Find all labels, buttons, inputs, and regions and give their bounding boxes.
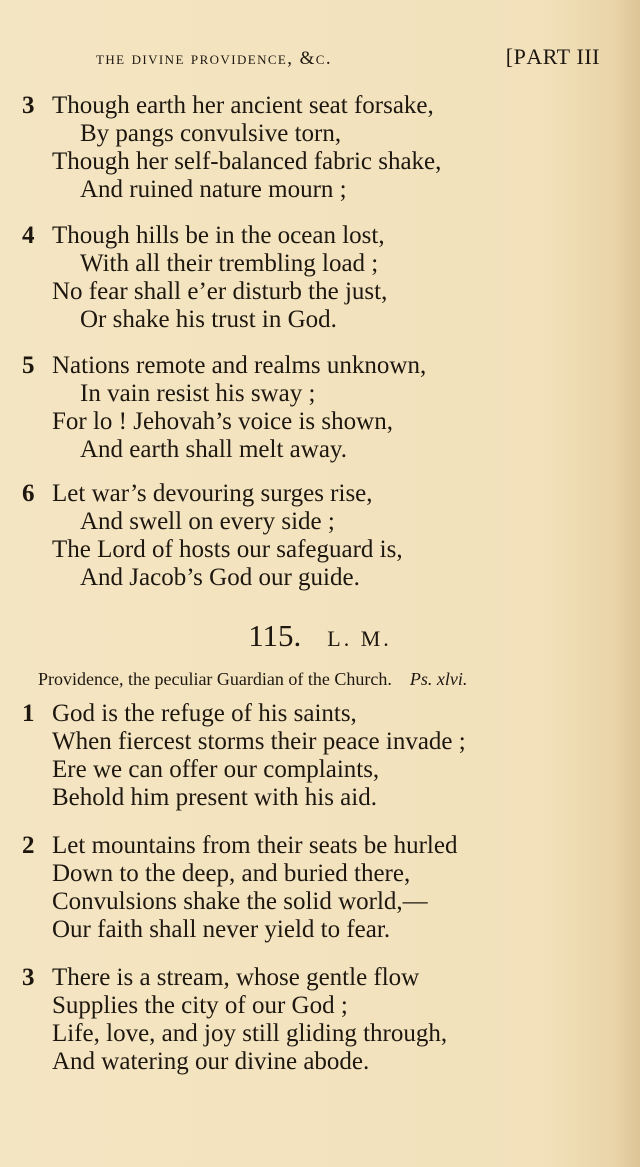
hymn-subtitle <box>38 669 598 690</box>
verse-line: Behold him present with his aid. <box>52 784 377 811</box>
verse-line: 4 Though hills be in the ocean lost, <box>22 222 385 249</box>
hymn-meter: L. M. <box>327 626 392 651</box>
verse-line: By pangs convulsive torn, <box>80 120 342 147</box>
verse-line: 6 Let war’s devouring surges rise, <box>22 480 373 507</box>
verse-line: Our faith shall never yield to fear. <box>52 916 391 943</box>
verse-line: With all their trembling load ; <box>80 250 379 277</box>
verse-line: Though her self-balanced fabric shake, <box>52 148 442 175</box>
verse-line: Convulsions shake the solid world,— <box>52 888 428 915</box>
header-title: the divine providence, &c. <box>96 48 332 69</box>
verse-line: Supplies the city of our God ; <box>52 992 348 1019</box>
stanza <box>22 352 426 464</box>
stanza <box>22 700 466 812</box>
hymn-heading <box>0 618 640 654</box>
verse-line: Ere we can offer our complaints, <box>52 756 380 783</box>
stanza <box>22 92 441 204</box>
verse-line: Or shake his trust in God. <box>80 306 337 333</box>
stanza-number: 5 <box>22 352 35 379</box>
verse-line: And swell on every side ; <box>80 508 335 535</box>
verse-line: And earth shall melt away. <box>80 436 348 463</box>
verse-line: 2 Let mountains from their seats be hurled <box>22 832 458 859</box>
verse-line: And Jacob’s God our guide. <box>80 564 360 591</box>
verse-line: In vain resist his sway ; <box>80 380 316 407</box>
verse-line: 5 Nations remote and realms unknown, <box>22 352 427 379</box>
header-part: [PART III <box>505 44 600 69</box>
verse-line: 3 There is a stream, whose gentle flow <box>22 964 420 991</box>
stanza-number: 3 <box>22 92 35 119</box>
verse-line: 1 God is the refuge of his saints, <box>22 700 357 727</box>
stanza <box>22 832 457 944</box>
stanza-number: 1 <box>22 700 35 727</box>
running-header <box>96 44 600 70</box>
verse-line: Down to the deep, and buried there, <box>52 860 411 887</box>
verse-line: And ruined nature mourn ; <box>80 176 347 203</box>
verse-line: And watering our divine abode. <box>52 1048 370 1075</box>
stanza-number: 3 <box>22 964 35 991</box>
verse-line: No fear shall e’er disturb the just, <box>52 278 388 305</box>
stanza-number: 6 <box>22 480 35 507</box>
hymn-number: 115. <box>248 618 302 653</box>
stanza-number: 4 <box>22 222 35 249</box>
subtitle-text: Providence, the peculiar Guardian of the Church. <box>38 669 392 689</box>
stanza-number: 2 <box>22 832 35 859</box>
stanza <box>22 964 447 1076</box>
verse-line: For lo ! Jehovah’s voice is shown, <box>52 408 393 435</box>
verse-line: 3 Though earth her ancient seat forsake, <box>22 92 434 119</box>
verse-line: Life, love, and joy still gliding through, <box>52 1020 448 1047</box>
verse-line: When fiercest storms their peace invade ; <box>52 728 466 755</box>
stanza <box>22 222 387 334</box>
scripture-reference: Ps. xlvi. <box>409 669 468 689</box>
verse-line: The Lord of hosts our safeguard is, <box>52 536 403 563</box>
stanza <box>22 480 403 592</box>
